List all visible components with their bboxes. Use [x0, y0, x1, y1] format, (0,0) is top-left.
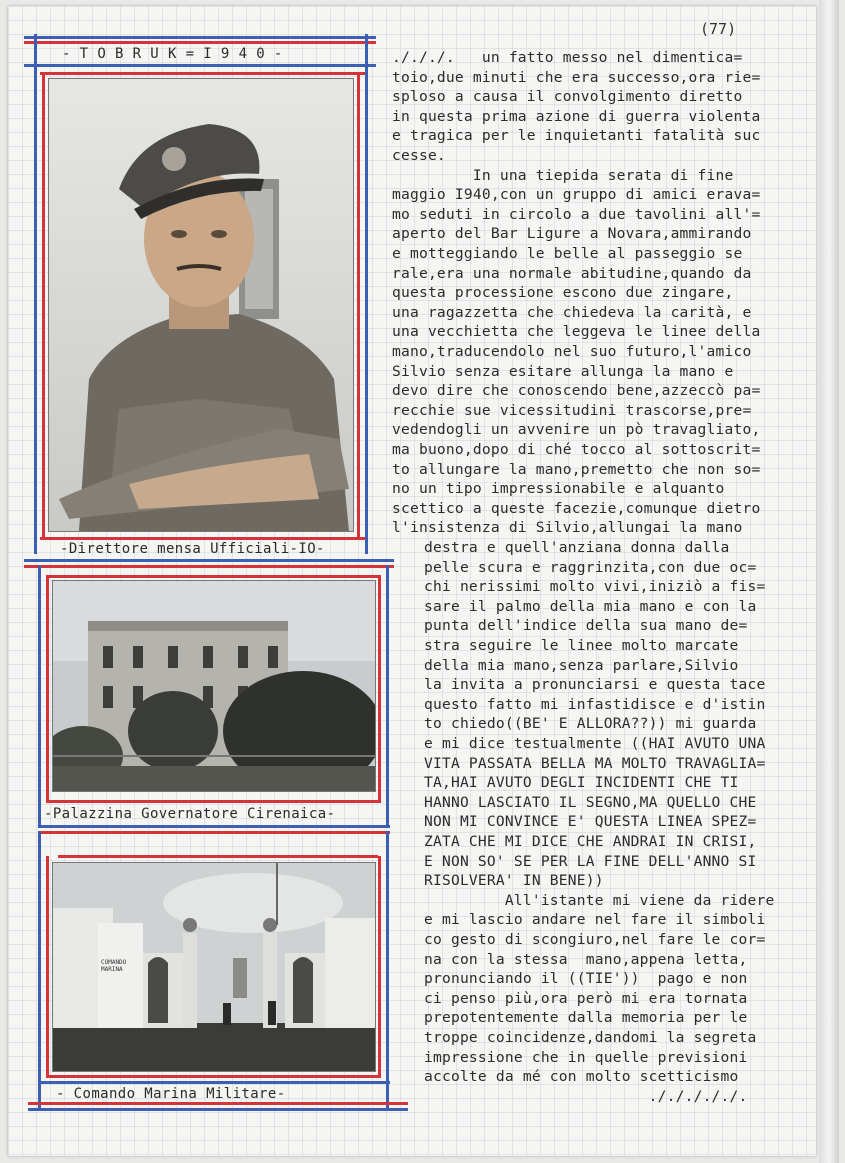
- text-line: TA,HAI AVUTO DEGLI INCIDENTI CHE TI: [424, 774, 739, 792]
- text-line: Silvio senza esitare allunga la mano e: [392, 362, 734, 380]
- frame-line: [24, 565, 394, 568]
- page-number: (77): [700, 20, 737, 38]
- text-line: RISOLVERA' IN BENE)): [424, 872, 604, 890]
- frame-line: [38, 831, 390, 834]
- text-line: l'insistenza di Silvio,allungai la mano: [392, 519, 743, 537]
- text-line: All'istante mi viene da ridere: [424, 891, 775, 909]
- text-line: pronunciando il ((TIE')) pago e non: [424, 970, 748, 988]
- text-line: na con la stessa mano,appena letta,: [424, 950, 748, 968]
- navy-command-photo: [52, 862, 376, 1072]
- text-line: e tragica per le inquietanti fatalità suc: [392, 127, 761, 145]
- text-line: toio,due minuti che era successo,ora rie=: [392, 68, 761, 86]
- gate-sign: COMANDO MARINA: [101, 959, 127, 973]
- frame-line: [46, 575, 381, 578]
- text-line: co gesto di scongiuro,nel fare le cor=: [424, 931, 766, 948]
- caption-palazzina: -Palazzina Governatore Cirenaica-: [44, 806, 336, 822]
- text-line: aperto del Bar Ligure a Novara,ammirando: [392, 225, 752, 243]
- text-line: mano,traducendolo nel suo futuro,l'amico: [392, 343, 752, 360]
- frame-line: [378, 575, 381, 800]
- text-line: cesse.: [392, 147, 446, 164]
- caption-tobruk: - T O B R U K = I 9 4 0 -: [62, 46, 283, 62]
- frame-line: [46, 856, 49, 1076]
- text-line: una vecchietta che leggeva le linee della: [392, 323, 761, 341]
- page-edge: [819, 0, 839, 1163]
- governor-building-photo: [52, 580, 376, 792]
- caption-direttore: -Direttore mensa Ufficiali-IO-: [60, 541, 325, 557]
- frame-line: [357, 72, 360, 537]
- text-line: maggio I940,con un gruppo di amici erava=: [392, 186, 761, 204]
- text-line: In una tiepida serata di fine: [392, 166, 734, 184]
- text-line: to allungare la mano,premetto che non so=: [392, 460, 761, 478]
- frame-line: [38, 1081, 390, 1084]
- frame-line: [58, 855, 378, 858]
- frame-line: [386, 565, 389, 825]
- frame-line: [46, 575, 49, 800]
- text-line: stra seguire le linee molto marcate: [424, 637, 739, 654]
- text-line: destra e quell'anziana donna dalla: [424, 539, 730, 556]
- frame-line: [40, 537, 365, 540]
- text-line: scettico a queste facezie,comunque dietro: [392, 499, 761, 517]
- text-line: in questa prima azione di guerra violenta: [392, 107, 761, 125]
- text-line: VITA PASSATA BELLA MA MOLTO TRAVAGLIA=: [424, 754, 766, 772]
- officer-portrait-image: [49, 79, 353, 531]
- frame-line: [24, 36, 376, 39]
- text-line: sare il palmo della mia mano e con la: [424, 597, 757, 615]
- text-line: vedendogli un avvenire un pò travagliato,: [392, 421, 761, 439]
- frame-line: [24, 559, 394, 562]
- text-line: HANNO LASCIATO IL SEGNO,MA QUELLO CHE: [424, 793, 757, 811]
- text-line: no un tipo impressionabile e alquanto: [392, 480, 725, 498]
- text-line: della mia mano,senza parlare,Silvio: [424, 656, 739, 674]
- governor-building-image: [53, 581, 375, 791]
- text-line: la invita a pronunciarsi e questa tace: [424, 676, 766, 694]
- text-line: questa processione escono due zingare,: [392, 284, 734, 302]
- text-line: chi nerissimi molto vivi,iniziò a fis=: [424, 578, 766, 596]
- text-line: impressione che in quelle previsioni: [424, 1048, 748, 1066]
- text-line: mo seduti in circolo a due tavolini all'=: [392, 205, 761, 223]
- text-line: accolte da mé con molto scetticismo: [424, 1068, 739, 1086]
- frame-line: [38, 831, 41, 1111]
- text-line: NON MI CONVINCE E' QUESTA LINEA SPEZ=: [424, 813, 757, 831]
- frame-line: [28, 1102, 408, 1105]
- frame-line: [24, 41, 376, 44]
- text-line: devo dire che conoscendo bene,azzeccò pa=: [392, 382, 761, 400]
- text-line: e motteggiando le belle al passeggio se: [392, 245, 743, 262]
- text-line: recchie sue vicessitudini trascorse,pre=: [392, 401, 752, 419]
- frame-line: [28, 1108, 408, 1111]
- text-line: prepotentemente dalla memoria per le: [424, 1009, 748, 1027]
- caption-comando: - Comando Marina Militare-: [56, 1086, 286, 1102]
- frame-line: [378, 856, 381, 1076]
- frame-line: [42, 72, 45, 537]
- frame-line: [24, 64, 376, 67]
- frame-line: [34, 34, 37, 554]
- text-line: ZATA CHE MI DICE CHE ANDRAI IN CRISI,: [424, 833, 757, 850]
- frame-line: [38, 825, 390, 828]
- text-line: una ragazzetta che chiedeva la carità, e: [392, 303, 752, 321]
- frame-line: [365, 34, 368, 554]
- officer-photo: [48, 78, 354, 532]
- frame-line: [386, 831, 389, 1111]
- text-line: rale,era una normale abitudine,quando da: [392, 264, 752, 282]
- frame-line: [38, 565, 41, 825]
- text-line: pelle scura e raggrinzita,con due oc=: [424, 558, 757, 576]
- frame-line: [46, 1075, 381, 1078]
- text-line: e mi lascio andare nel fare il simboli: [424, 911, 766, 929]
- text-line: ma buono,dopo di ché tocco al sottoscrit=: [392, 441, 761, 458]
- frame-line: [46, 800, 381, 803]
- text-line: questo fatto mi infastidisce e d'istin: [424, 695, 766, 713]
- frame-line: [40, 72, 365, 75]
- text-line: E NON SO' SE PER LA FINE DELL'ANNO SI: [424, 852, 757, 870]
- text-line: e mi dice testualmente ((HAI AVUTO UNA: [424, 735, 766, 752]
- text-line: ./././. un fatto messo nel dimentica=: [392, 49, 743, 66]
- text-line: ci penso più,ora però mi era tornata: [424, 989, 748, 1007]
- text-line: troppe coincidenze,dandomi la segreta: [424, 1029, 757, 1046]
- text-line: punta dell'indice della sua mano de=: [424, 617, 748, 635]
- text-line: sploso a causa il convolgimento diretto: [392, 88, 743, 106]
- text-line: to chiedo((BE' E ALLORA??)) mi guarda: [424, 715, 757, 733]
- text-line: ./././././.: [424, 1087, 748, 1105]
